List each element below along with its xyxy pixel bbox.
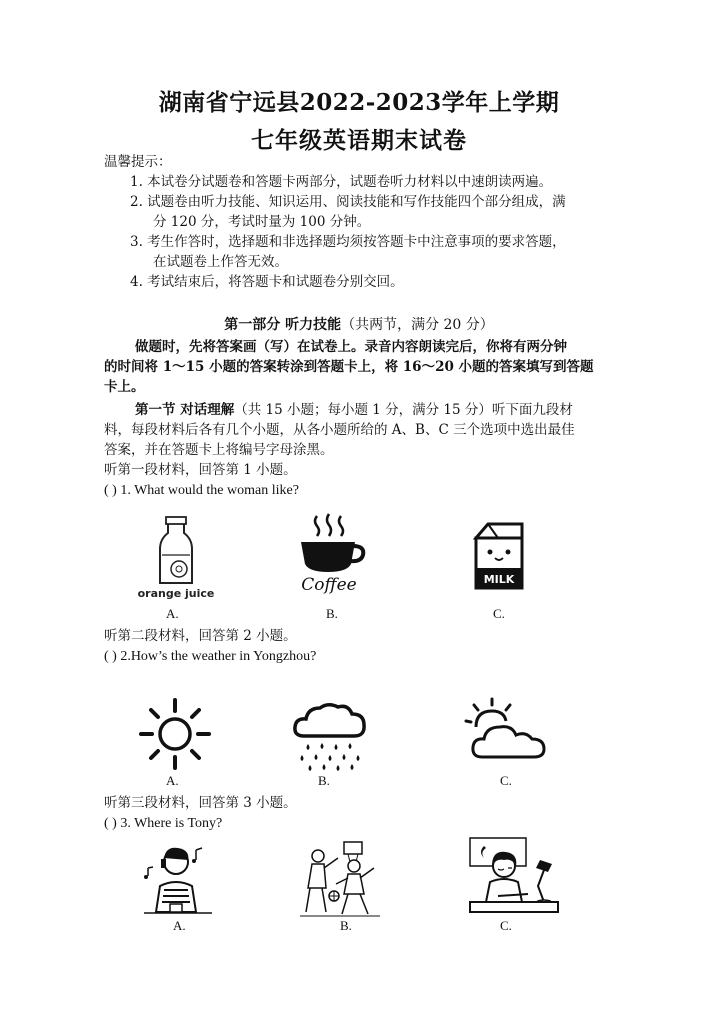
part1-instruction: 卡上。 [104,379,145,395]
partly-cloudy-icon [464,697,548,765]
question-stem: ( ) 2.How’s the weather in Yongzhou? [104,649,317,664]
question-intro: 听第三段材料，回答第 3 小题。 [104,795,297,811]
section1-desc: 料，每段材料后各有几个小题，从各小题所给的 A、B、C 三个选项中选出最佳 [104,422,575,438]
tip-item: 在试题卷上作答无效。 [153,254,288,270]
coffee-caption: Coffee [301,575,357,594]
question-stem: ( ) 3. Where is Tony? [104,816,223,831]
person-studying-at-desk-icon [468,836,560,916]
section1-desc: （共 15 小题；每小题 1 分，满分 15 分）听下面九段材 [234,402,573,418]
option-label-a: A. [173,918,186,933]
option-label-c: C. [500,773,512,788]
sun-icon [138,697,212,771]
tip-item: 1. 本试卷分试题卷和答题卡两部分，试题卷听力材料以中速朗读两遍。 [130,174,553,190]
part1-heading-main: 第一部分 听力技能 [224,317,342,333]
question-intro: 听第一段材料，回答第 1 小题。 [104,462,297,478]
option-label-c: C. [493,606,505,621]
option-label-b: B. [326,606,338,621]
question-stem: ( ) 1. What would the woman like? [104,483,299,498]
tips-heading: 温馨提示： [104,154,172,170]
option-label-c: C. [500,918,512,933]
tip-item: 2. 试题卷由听力技能、知识运用、阅读技能和写作技能四个部分组成，满 [130,194,566,210]
exam-title-line1: 湖南省宁远县2022-2023学年上学期 [158,89,560,116]
tip-item: 分 120 分，考试时量为 100 分钟。 [153,214,371,230]
coffee-cup-icon [295,512,367,594]
rain-cloud-icon [290,700,370,774]
exam-title-line2: 七年级英语期末试卷 [251,127,467,154]
option-label-a: A. [166,773,179,788]
part1-instruction: 做题时，先将答案画（写）在试卷上。录音内容朗读完后，你将有两分钟 [135,339,567,355]
tip-item: 3. 考生作答时，选择题和非选择题均须按答题卡中注意事项的要求答题， [130,234,566,250]
orange-juice-icon [133,515,219,601]
section1-desc: 答案，并在答题卡上将编号字母涂黑。 [104,442,334,458]
part1-heading-note: （共两节，满分 20 分） [341,317,494,333]
option-label-b: B. [318,773,330,788]
section1-intro [135,401,573,419]
basketball-game-icon [298,838,382,918]
orange-juice-caption: orange juice [137,587,215,600]
part1-instruction: 的时间将 1～15 小题的答案转涂到答题卡上，将 16～20 小题的答案填写到答题 [104,359,594,375]
milk-carton-icon [468,520,530,592]
part1-heading [0,314,718,334]
question-intro: 听第二段材料，回答第 2 小题。 [104,628,297,644]
milk-caption: MILK [483,573,515,586]
option-label-a: A. [166,606,179,621]
section1-title: 第一节 对话理解 [135,402,235,418]
option-label-b: B. [340,918,352,933]
person-listening-music-icon [142,842,214,916]
tip-item: 4. 考试结束后，将答题卡和试题卷分别交回。 [130,274,404,290]
